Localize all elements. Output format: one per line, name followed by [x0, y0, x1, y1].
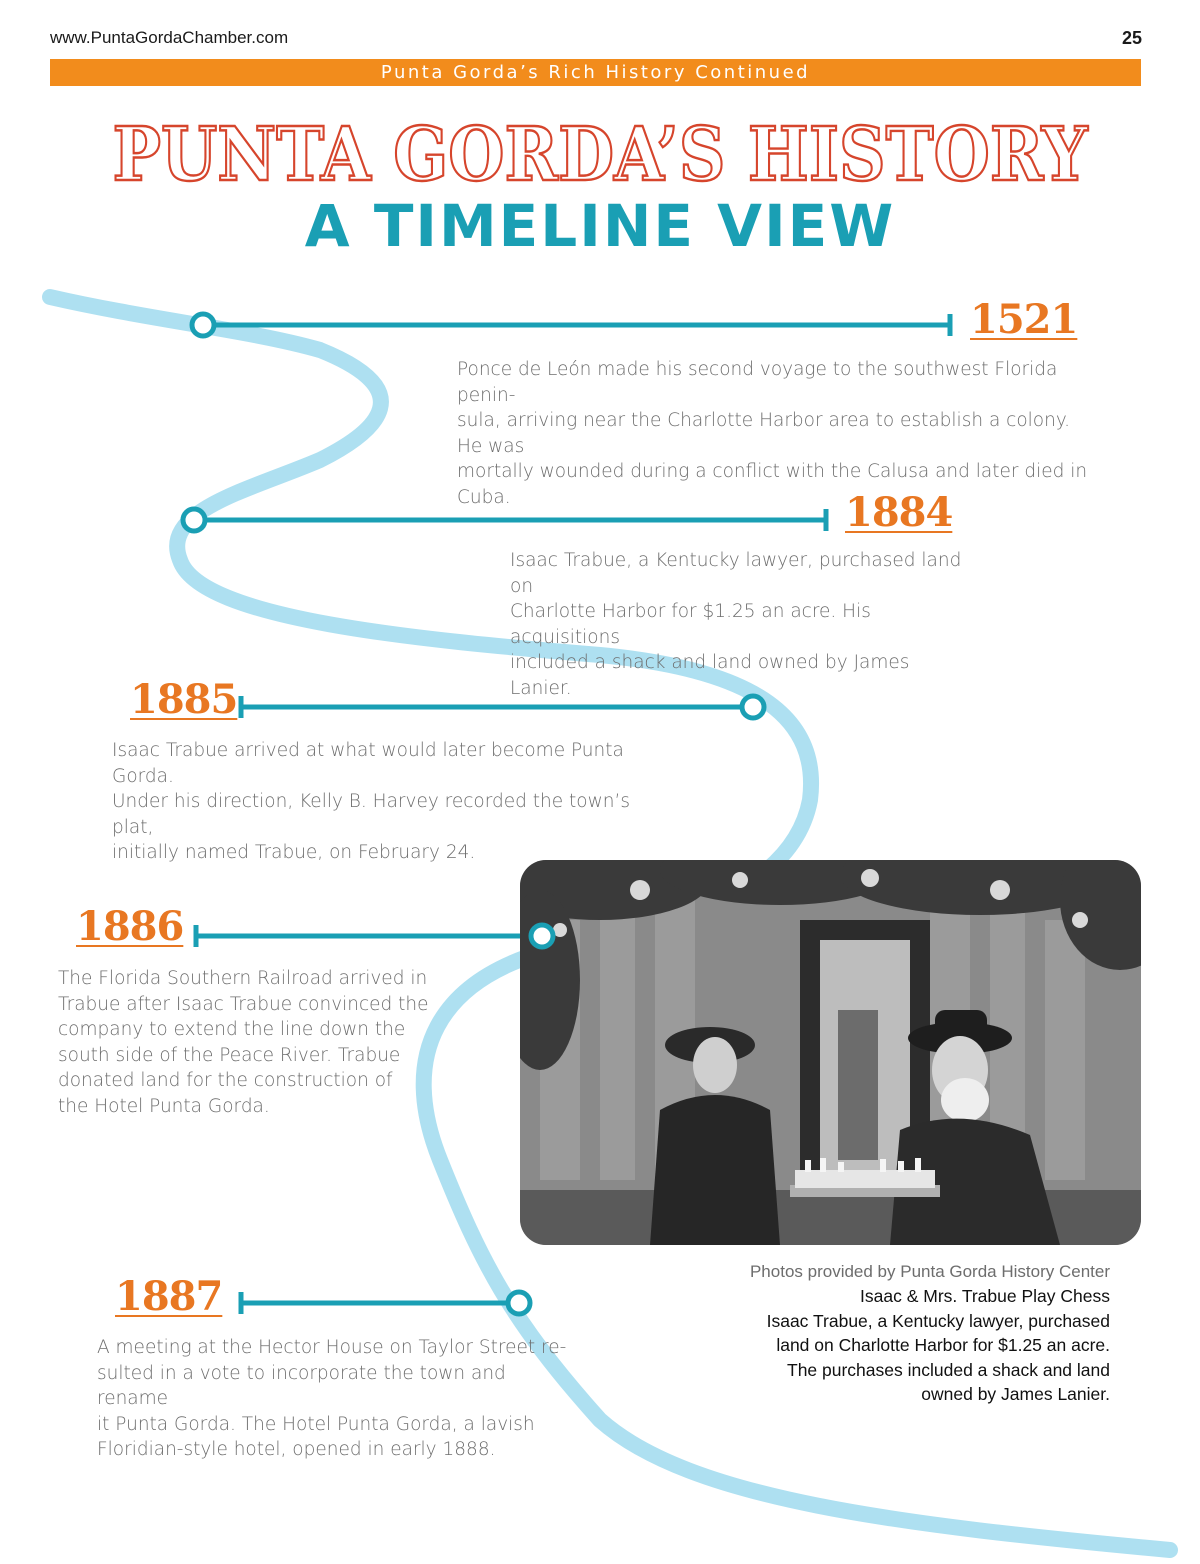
entry-1884-text: Isaac Trabue, a Kentucky lawyer, purchased land on Charlotte Harbor for $1.25 an acre. His acquisitions included a shack and land owned by James Lanier.: [510, 550, 962, 699]
caption-line: Isaac Trabue, a Kentucky lawyer, purchased: [766, 1310, 1110, 1331]
timeline-node-1884: [183, 509, 205, 531]
connector-1884: [183, 509, 826, 531]
timeline-node-1521: [192, 314, 214, 336]
entry-1886-text: The Florida Southern Railroad arrived in Trabue after Isaac Trabue convinced the company to extend the line down the south side of the Peace River. Trabue donated land for the construction of the Hotel Punta Gorda.: [58, 968, 429, 1117]
year-1884: 1884: [845, 489, 953, 536]
page-subtitle: A TIMELINE VIEW: [304, 192, 896, 260]
photo-credit: Photos provided by Punta Gorda History Center: [749, 1262, 1110, 1281]
page-title: [0, 100, 1200, 195]
year-1521: 1521: [970, 296, 1078, 343]
caption-line: owned by James Lanier.: [921, 1384, 1110, 1404]
page-number: 25: [1121, 28, 1142, 48]
caption-line: The purchases included a shack and land: [787, 1359, 1110, 1380]
entry-1887-text: A meeting at the Hector House on Taylor Street re- sulted in a vote to incorporate the town and rename it Punta Gorda. The Hotel Punta Gorda, a lavish Floridian-style hotel, opened in early 1888.: [97, 1337, 567, 1460]
timeline-node-1887: [508, 1292, 530, 1314]
connector-1521: [192, 314, 950, 336]
site-url[interactable]: www.PuntaGordaChamber.com: [50, 28, 289, 47]
historical-photo: [520, 860, 1141, 1245]
year-1887: 1887: [115, 1273, 223, 1320]
caption-title: Isaac & Mrs. Trabue Play Chess: [860, 1286, 1110, 1306]
connector-1887: [241, 1292, 530, 1314]
year-1886: 1886: [76, 903, 184, 950]
section-banner: [50, 59, 1141, 86]
caption-line: land on Charlotte Harbor for $1.25 an acre.: [776, 1335, 1110, 1355]
year-1885: 1885: [130, 676, 238, 723]
entry-1521-text: Ponce de León made his second voyage to the southwest Florida penin- sula, arriving near the Charlotte Harbor area to establish a colony. He was mortally wounded during a conflict with the Calusa and later died in Cuba.: [457, 359, 1088, 508]
connector-1886: [196, 925, 530, 947]
photo-caption: [690, 1260, 1110, 1407]
banner-text: Punta Gorda’s Rich History Continued: [380, 62, 811, 83]
page-title-text: PUNTA GORDA’S HISTORY: [112, 112, 1089, 195]
entry-1885-text: Isaac Trabue arrived at what would later become Punta Gorda. Under his direction, Kelly B. Harvey recorded the town’s plat, initially named Trabue, on February 24.: [112, 740, 630, 863]
